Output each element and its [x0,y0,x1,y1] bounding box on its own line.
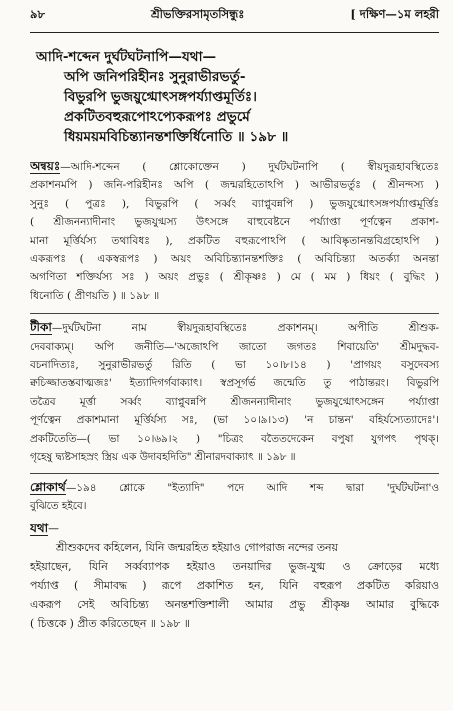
tika-line: প্রকটিতেতি—( ভা ১০।৬৯।২ ) "চিত্রং বতৈতদেকেন বপুষা যুগপৎ পৃথক্। [30,432,439,445]
yatha-line: হইয়াছেন, যিনি সর্ব্বব্যাপক হইয়াও তনয়াদির ভুজ-যুগ্ম ও ক্রোড়ের মধ্যে [30,560,439,574]
tika-section [30,313,439,466]
page-number: ৯৮ [30,7,45,21]
tika-line: পূর্ণত্বেন প্রকাশমানা মূর্ত্তির্যস্য সঃ, (ভা ১০।৯।১৩) 'ন চান্তন' বহির্যস্যেত্যাদেঃ'। [30,414,439,427]
verse-line: প্রকটিতবহুরূপোঽপ্যেকরূপঃ প্রভুর্মে [64,109,250,125]
verse-line: ধিয়ময়মবিচিন্ত্যানন্তশক্তির্ধিনোতি ॥ ১৯৮ ॥ [64,129,289,145]
verse-intro: আদি-শব্দেন দুর্ঘটঘটনাপি—যথা— [36,49,217,65]
anvaya-label: অন্বয়ঃ [30,159,61,173]
yatha-line: একরূপ সেই অবিচিন্ত্য অনন্তশক্তিশালী আমার প্রভু শ্রীকৃষ্ণ আমার বুদ্ধিকে [30,598,439,612]
slokartha-line: —১৯৪ শ্লোকে "ইত্যাদি" পদে আদি শব্দ দ্বারা 'দুর্ঘটঘটনা'ও [65,481,439,494]
anvaya-line: একরূপঃ ( একস্বরূপঃ ) অয়ং অবিচিন্ত্যানন্তশক্তিঃ ( অবিচিন্ত্যা অতর্ক্যা অনন্তা [30,253,439,266]
tika-line: বচনাদিত্যঃ, সুনুরাভীরভর্তু রিতি ( ভা ১০।৮।১৪ ) 'প্রাগয়ং বসুদেবস্য [30,359,439,372]
sanskrit-verse [30,47,439,147]
tika-line: —দুর্ঘটঘটনা নাম স্বীয়দুরূহাবস্থিতেঃ প্রকাশনম্। অপীতি শ্রীশুক- [51,322,439,335]
verse-line: অপি জনিপরিহীনঃ সুনুরাভীরভর্তু- [64,69,246,85]
slokartha-section [30,473,439,516]
anvaya-line: প্রকাশনমপি ) জনি-পরিহীনঃ অপি ( জন্মরহিতোঽপি ) আভীরভর্তুঃ ( শ্রীনন্দস্য ) [30,179,439,192]
yatha-line: ( চিত্তকে ) প্রীত করিতেছেন ॥ ১৯৮ ॥ [30,617,190,631]
tika-line: গৃহেষু দ্ব্যষ্টসাহস্রং স্ত্রিয় এক উদাবহদিতি" শ্রীনারদবাক্যাৎ ॥ ১৯৮ ॥ [30,451,296,464]
slokartha-label: শ্লোকার্থ [30,479,66,494]
book-title: শ্রীভক্তিরসামৃতসিন্ধুঃ [150,7,245,21]
anvaya-line: —আদি-শব্দেন ( শ্লোকোক্তেন ) দুর্ঘটঘটনাপি ( স্বীয়দুরূহাবস্থিতেঃ [60,161,439,173]
yatha-section: যথা— শ্রীশুকদেব কহিলেন, যিনি জন্মরহিত হইয়াও গোপরাজ নন্দের তনয় হইয়াছেন, যিনি সর্ব্বব্যাপক হইয়াও তনয়াদির ভুজ-যুগ্ম ও ক্রোড়ের মধ্যে পর্য্যাপ্ত ( সীমাবদ্ধ ) রূপে প্রকাশিত হন, যিনি বহুরূপ প্রকটিত করিয়াও একরূপ সেই অবিচিন্ত্য অনন্তশক্তিশালী আমার প্রভু শ্রীকৃষ্ণ আমার বুদ্ধিকে ( চিত্তকে ) প্রীত করিতেছেন ॥ ১৯৮ ॥ [30,519,439,633]
page-header [30,6,439,33]
yatha-line: পর্য্যাপ্ত ( সীমাবদ্ধ ) রূপে প্রকাশিত হন, যিনি বহুরূপ প্রকটিত করিয়াও [30,579,439,593]
slokartha-line: বুঝিতে হইবে। [30,499,87,512]
anvaya-line: সুনুঃ ( পুত্রঃ ), বিভুরপি ( সর্ব্বং ব্যাপ্নুবন্নপি ) ভুজযুগ্মোৎসঙ্গপর্য্যাপ্তমূর্ত্তিঃ [30,197,439,210]
anvaya-line: অগণিতা শক্তির্যস্য সঃ ) অয়ং প্রভুঃ ( শ্রীকৃষ্ণঃ ) মে ( মম ) ধিয়ং ( বুদ্ধিং ) [30,271,439,284]
tika-line: ক্বচিজ্জাতস্তবাত্মজঃ' ইত্যাদিগর্গবাক্যাৎ। স্বপ্রসূর্গর্ভ জন্মেতি তু পাঠান্তরং। বিভুরপি [30,377,439,390]
anvaya-line: ধিনোতি ( প্রীণয়তি ) ॥ ১৯৮ ॥ [30,289,160,302]
anvaya-line: মানা মূর্ত্তির্যস্য তথাবিধঃ ), প্রকটিত বহুরূপোঽপি ( আবিষ্কৃতানন্তবিগ্রহোঽপি ) [30,234,439,247]
tika-label: টীকা [30,320,52,335]
tika-line: দেববাক্যম্। অপি জনীতি—'অজোঽপি জাতো জগতঃ শিবায়েতি' শ্রীমদুদ্ধব- [30,340,439,353]
tika-line: তত্ৰৈব মূর্ত্তা সর্ব্বং ব্যাপ্নুবন্নপি শ্রীজনন্যাদীনাং ভুজযুগ্মোৎসঙ্গেন পর্য্যাপ্তা [30,395,439,408]
anvaya-section [30,157,439,305]
anvaya-line: ( শ্রীজনন্যাদীনাং ভুজযুগ্মস্য উৎসঙ্গে বাহুবেষ্টনে পর্য্যাপ্তা পূর্ণত্বেন প্রকাশ- [30,216,439,229]
chapter-label: [ দক্ষিণ—১ম লহরী [350,7,439,21]
yatha-line: শ্রীশুকদেব কহিলেন, যিনি জন্মরহিত হইয়াও গোপরাজ নন্দের তনয় [56,541,338,555]
verse-line: বিভুরপি ভুজয়ুগ্মোৎসঙ্গপর্য্যাপ্তমূর্তিঃ। [64,89,258,105]
yatha-label: যথা [30,521,49,536]
